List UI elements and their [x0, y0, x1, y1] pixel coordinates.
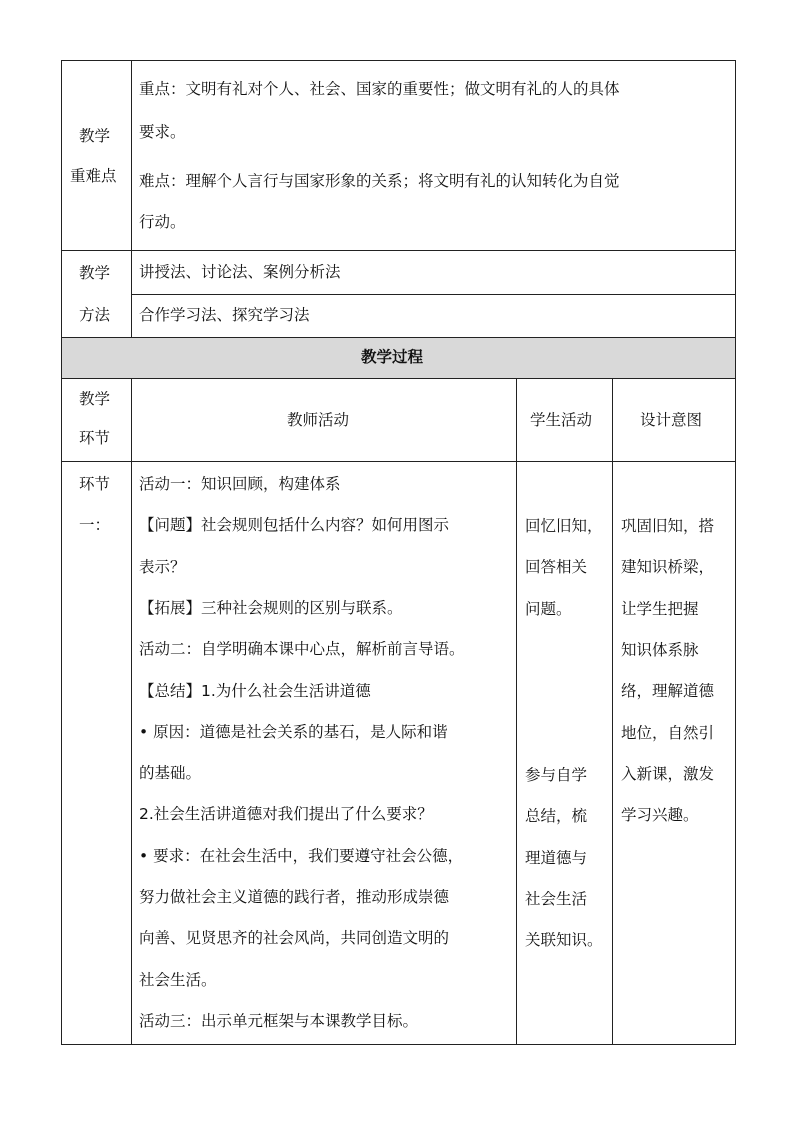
student-activity-line-b-4: 社会生活 [525, 889, 588, 908]
student-activity-line-b-1: 参与自学 [525, 766, 588, 784]
process-header: 教学过程 [361, 348, 424, 366]
table-border-right [735, 60, 736, 1045]
student-activity-line-b-5: 关联知识。 [525, 931, 603, 950]
stage1-label-line1: 环节 [79, 475, 111, 493]
teacher-activity-line-9: 2.社会生活讲道德对我们提出了什么要求？ [139, 805, 433, 824]
design-intent-line-3: 让学生把握 [621, 599, 699, 618]
student-activity-cell-b [525, 765, 610, 985]
teacher-activity-line-7: • 原因：道德是社会关系的基石，是人际和谐 [139, 722, 448, 741]
student-activity-line-b-3: 理道德与 [525, 848, 588, 867]
row-divider-3 [61, 378, 736, 379]
design-intent-line-1: 巩固旧知，搭 [621, 517, 715, 535]
design-intent-line-2: 建知识桥梁， [621, 558, 715, 577]
teacher-activity-line-1: 活动一：知识回顾，构建体系 [139, 475, 341, 493]
teacher-activity-line-13: 社会生活。 [139, 970, 217, 989]
column-header-stage-line1: 教学 [79, 390, 111, 408]
design-intent-line-4: 知识体系脉 [621, 640, 699, 659]
teaching-methods: 讲授法、讨论法、案例分析法 [139, 263, 341, 281]
row-divider-1 [61, 250, 736, 251]
key-points-label-line2: 重难点 [70, 167, 117, 185]
teacher-activity-line-4: 【拓展】三种社会规则的区别与联系。 [139, 598, 403, 617]
teacher-activity-line-8: 的基础。 [139, 764, 202, 783]
teacher-activity-line-2: 【问题】社会规则包括什么内容？如何用图示 [139, 516, 450, 535]
methods-label-line1: 教学 [79, 264, 111, 282]
difficult-point-text-line2: 行动。 [139, 213, 186, 231]
design-intent-line-8: 学习兴趣。 [621, 806, 699, 825]
student-activity-line-b-2: 总结，梳 [525, 807, 588, 826]
learning-methods: 合作学习法、探究学习法 [139, 306, 310, 324]
column-header-teacher: 教师活动 [287, 411, 350, 429]
column-header-stage-line2: 环节 [79, 429, 111, 447]
student-activity-cell-a [525, 516, 610, 646]
teacher-activity-line-6: 【总结】1.为什么社会生活讲道德 [139, 681, 371, 700]
table-border-left [61, 60, 62, 1045]
design-intent-line-6: 地位，自然引 [621, 723, 715, 742]
table-border-bottom [61, 1044, 736, 1045]
student-activity-line-a-2: 回答相关 [525, 558, 588, 577]
key-point-text-line2: 要求。 [139, 123, 186, 141]
table-border-top [61, 60, 736, 61]
key-points-label-line1: 教学 [79, 127, 111, 145]
row-divider-4 [61, 461, 736, 462]
difficult-point-text-line1: 难点：理解个人言行与国家形象的关系；将文明有礼的认知转化为自觉 [139, 172, 620, 190]
teacher-activity-line-3: 表示？ [139, 557, 186, 576]
teacher-activity-line-5: 活动二：自学明确本课中心点，解析前言导语。 [139, 640, 465, 659]
column-header-design: 设计意图 [640, 411, 703, 429]
teacher-activity-line-14: 活动三：出示单元框架与本课教学目标。 [139, 1011, 419, 1030]
student-activity-line-a-1: 回忆旧知， [525, 517, 603, 535]
teacher-activity-line-10: • 要求：在社会生活中，我们要遵守社会公德， [139, 846, 464, 865]
design-intent-cell [621, 516, 733, 856]
key-point-text-line1: 重点：文明有礼对个人、社会、国家的重要性；做文明有礼的人的具体 [139, 80, 620, 98]
column-divider-student [612, 378, 613, 1045]
column-divider-label [131, 60, 132, 337]
teacher-activity-line-11: 努力做社会主义道德的践行者，推动形成崇德 [139, 888, 450, 906]
design-intent-line-5: 络，理解道德 [621, 682, 715, 701]
column-divider-label-lower [131, 378, 132, 1045]
row-divider-methods [131, 294, 736, 295]
teacher-activity-cell [139, 474, 517, 1034]
column-header-student: 学生活动 [530, 411, 593, 429]
methods-label-line2: 方法 [79, 306, 111, 324]
student-activity-line-a-3: 问题。 [525, 599, 572, 618]
stage1-label-line2: 一： [79, 516, 111, 534]
design-intent-line-7: 入新课，激发 [621, 764, 715, 783]
teacher-activity-line-12: 向善、见贤思齐的社会风尚，共同创造文明的 [139, 929, 450, 948]
